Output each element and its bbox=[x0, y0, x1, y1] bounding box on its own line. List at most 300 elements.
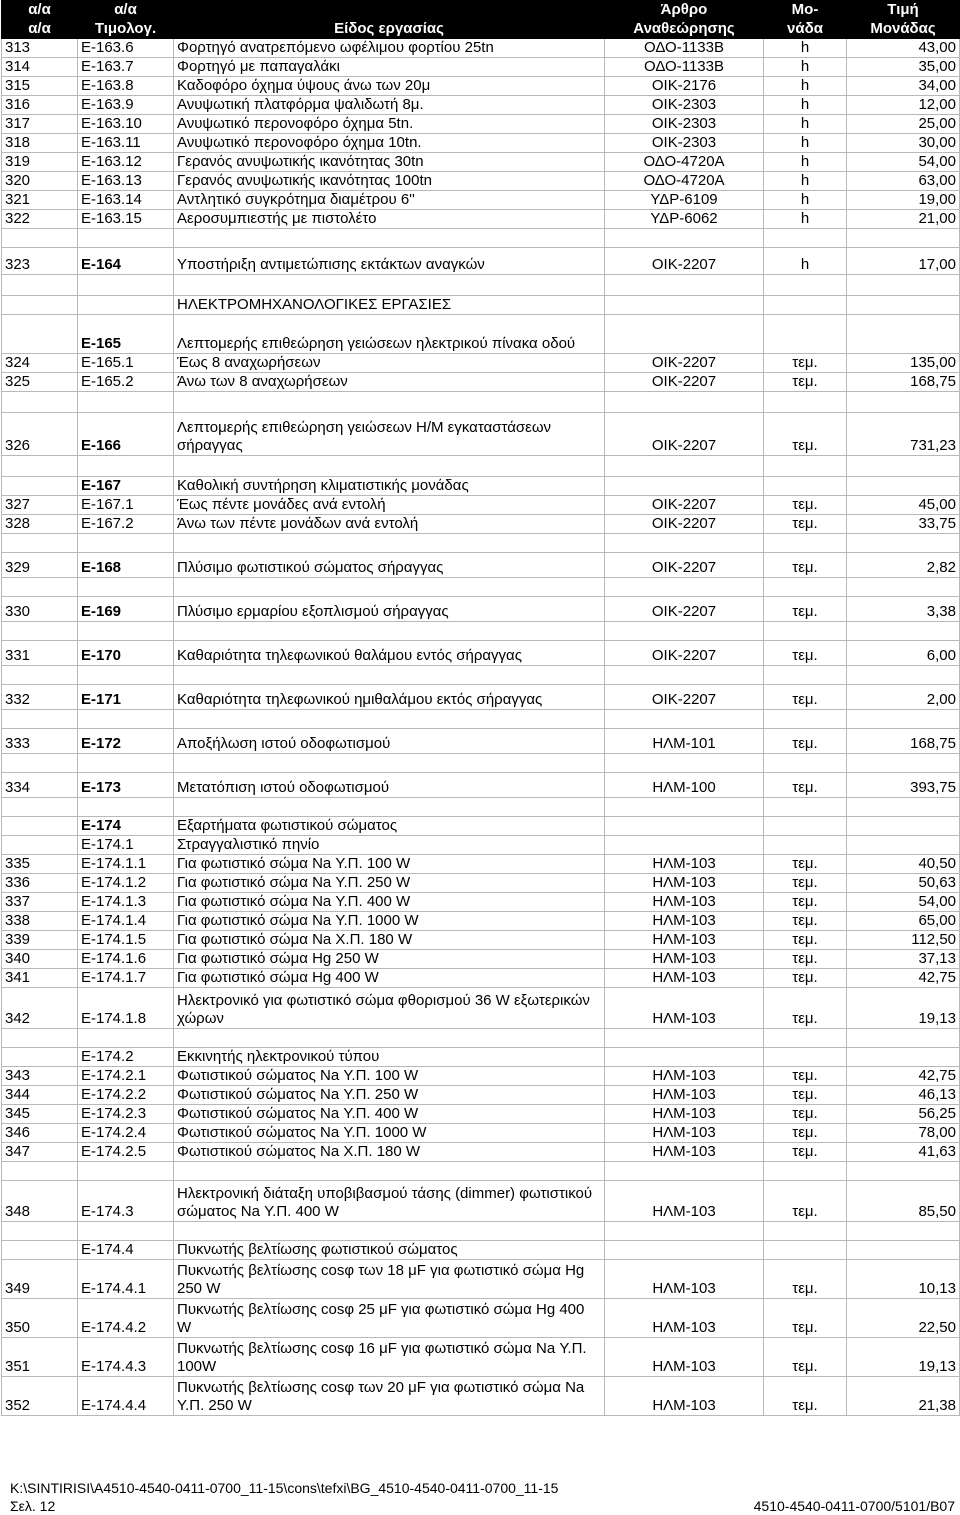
empty-cell bbox=[78, 275, 174, 296]
empty-cell bbox=[605, 578, 764, 597]
empty-cell bbox=[764, 622, 847, 641]
cell-price: 19,00 bbox=[847, 191, 960, 210]
empty-cell bbox=[174, 754, 605, 773]
cell-code: Ε-163.8 bbox=[78, 77, 174, 96]
cell-description: Πυκνωτής βελτίωσης cosφ 16 μF για φωτιστικό σώμα Na Υ.Π. 100W bbox=[174, 1338, 605, 1377]
cell-code: Ε-174.2.3 bbox=[78, 1105, 174, 1124]
cell-article: ΗΛΜ-103 bbox=[605, 1377, 764, 1416]
cell-article bbox=[605, 1048, 764, 1067]
cell-no: 341 bbox=[2, 969, 78, 988]
cell-price: 30,00 bbox=[847, 134, 960, 153]
cell-price: 731,23 bbox=[847, 413, 960, 456]
empty-cell bbox=[764, 754, 847, 773]
table-body bbox=[2, 39, 960, 1416]
cell-description: Ηλεκτρονικό για φωτιστικό σώμα φθορισμού 36 W εξωτερικών χώρων bbox=[174, 988, 605, 1029]
cell-price bbox=[847, 477, 960, 496]
spacer-row bbox=[2, 666, 960, 685]
empty-cell bbox=[847, 392, 960, 413]
cell-description: Καδοφόρο όχημα ύψους άνω των 20μ bbox=[174, 77, 605, 96]
cell-unit: τεμ. bbox=[764, 373, 847, 392]
empty-cell bbox=[78, 1222, 174, 1241]
cell-code: Ε-167.1 bbox=[78, 496, 174, 515]
cell-no: 333 bbox=[2, 729, 78, 754]
cell-article: ΗΛΜ-103 bbox=[605, 1067, 764, 1086]
cell-no bbox=[2, 817, 78, 836]
cell-unit: h bbox=[764, 39, 847, 58]
empty-cell bbox=[2, 229, 78, 248]
cell-price: 2,00 bbox=[847, 685, 960, 710]
table-row bbox=[2, 315, 960, 354]
cell-no: 348 bbox=[2, 1181, 78, 1222]
cell-no: 330 bbox=[2, 597, 78, 622]
cell-no: 345 bbox=[2, 1105, 78, 1124]
cell-description: Έως πέντε μονάδες ανά εντολή bbox=[174, 496, 605, 515]
empty-cell bbox=[78, 798, 174, 817]
table-row bbox=[2, 912, 960, 931]
table-row bbox=[2, 39, 960, 58]
empty-cell bbox=[78, 229, 174, 248]
cell-description: Για φωτιστικό σώμα Na Υ.Π. 100 W bbox=[174, 855, 605, 874]
cell-unit: τεμ. bbox=[764, 641, 847, 666]
cell-unit: τεμ. bbox=[764, 931, 847, 950]
table-row bbox=[2, 553, 960, 578]
table-row bbox=[2, 836, 960, 855]
header-article: Αναθεώρησης bbox=[605, 20, 764, 39]
empty-cell bbox=[2, 392, 78, 413]
cell-description: Γερανός ανυψωτικής ικανότητας 30tn bbox=[174, 153, 605, 172]
cell-description: Λεπτομερής επιθεώρηση γειώσεων Η/Μ εγκαταστάσεων σήραγγας bbox=[174, 413, 605, 456]
table-row bbox=[2, 134, 960, 153]
cell-unit: h bbox=[764, 248, 847, 275]
cell-no: 338 bbox=[2, 912, 78, 931]
empty-cell bbox=[605, 534, 764, 553]
empty-cell bbox=[764, 392, 847, 413]
cell-article: ΗΛΜ-103 bbox=[605, 855, 764, 874]
cell-code: Ε-174.2.5 bbox=[78, 1143, 174, 1162]
cell-article: ΟΙΚ-2207 bbox=[605, 685, 764, 710]
cell-no: 339 bbox=[2, 931, 78, 950]
cell-code: Ε-174.2.1 bbox=[78, 1067, 174, 1086]
cell-unit: τεμ. bbox=[764, 1181, 847, 1222]
cell-no: 350 bbox=[2, 1299, 78, 1338]
cell-description: Για φωτιστικό σώμα Na Υ.Π. 1000 W bbox=[174, 912, 605, 931]
empty-cell bbox=[174, 1162, 605, 1181]
cell-description: Μετατόπιση ιστού οδοφωτισμού bbox=[174, 773, 605, 798]
cell-no: 351 bbox=[2, 1338, 78, 1377]
cell-unit: h bbox=[764, 96, 847, 115]
empty-cell bbox=[78, 666, 174, 685]
cell-price: 78,00 bbox=[847, 1124, 960, 1143]
cell-article: ΟΙΚ-2207 bbox=[605, 413, 764, 456]
cell-no: 332 bbox=[2, 685, 78, 710]
cell-unit: h bbox=[764, 58, 847, 77]
cell-description: Για φωτιστικό σώμα Na Υ.Π. 400 W bbox=[174, 893, 605, 912]
cell-code: Ε-174.4.3 bbox=[78, 1338, 174, 1377]
cell-unit bbox=[764, 315, 847, 354]
cell-unit: τεμ. bbox=[764, 553, 847, 578]
empty-cell bbox=[605, 275, 764, 296]
header-no: α/α bbox=[2, 20, 78, 39]
cell-no bbox=[2, 836, 78, 855]
empty-cell bbox=[764, 798, 847, 817]
cell-unit: h bbox=[764, 191, 847, 210]
table-row bbox=[2, 58, 960, 77]
cell-unit: τεμ. bbox=[764, 912, 847, 931]
table-row bbox=[2, 477, 960, 496]
cell-code: Ε-174.4.1 bbox=[78, 1260, 174, 1299]
empty-cell bbox=[2, 456, 78, 477]
cell-price: 63,00 bbox=[847, 172, 960, 191]
header-desc-top bbox=[174, 1, 605, 20]
cell-code: Ε-167.2 bbox=[78, 515, 174, 534]
empty-cell bbox=[78, 710, 174, 729]
table-row bbox=[2, 685, 960, 710]
page-number: Σελ. 12 bbox=[10, 1498, 56, 1514]
cell-code: Ε-174.1.5 bbox=[78, 931, 174, 950]
empty-cell bbox=[847, 666, 960, 685]
cell-description: Άνω των 8 αναχωρήσεων bbox=[174, 373, 605, 392]
cell-price bbox=[847, 1048, 960, 1067]
cell-code: Ε-174.3 bbox=[78, 1181, 174, 1222]
cell-description: Για φωτιστικό σώμα Hg 250 W bbox=[174, 950, 605, 969]
table-row bbox=[2, 1338, 960, 1377]
table-row bbox=[2, 172, 960, 191]
header-desc: Είδος εργασίας bbox=[174, 20, 605, 39]
empty-cell bbox=[847, 1222, 960, 1241]
cell-article: ΥΔΡ-6109 bbox=[605, 191, 764, 210]
empty-cell bbox=[847, 798, 960, 817]
cell-no: 323 bbox=[2, 248, 78, 275]
cell-unit bbox=[764, 1241, 847, 1260]
cell-no bbox=[2, 296, 78, 315]
cell-article: ΗΛΜ-103 bbox=[605, 912, 764, 931]
cell-no: 313 bbox=[2, 39, 78, 58]
cell-article: ΟΙΚ-2303 bbox=[605, 115, 764, 134]
cell-code: Ε-174.1 bbox=[78, 836, 174, 855]
cell-price: 22,50 bbox=[847, 1299, 960, 1338]
empty-cell bbox=[847, 275, 960, 296]
cell-description: Φωτιστικού σώματος Na Υ.Π. 100 W bbox=[174, 1067, 605, 1086]
cell-code: Ε-174.1.4 bbox=[78, 912, 174, 931]
empty-cell bbox=[174, 622, 605, 641]
cell-unit: τεμ. bbox=[764, 1299, 847, 1338]
cell-price: 21,38 bbox=[847, 1377, 960, 1416]
cell-price: 41,63 bbox=[847, 1143, 960, 1162]
cell-article: ΟΙΚ-2207 bbox=[605, 553, 764, 578]
empty-cell bbox=[78, 456, 174, 477]
cell-no: 334 bbox=[2, 773, 78, 798]
empty-cell bbox=[2, 754, 78, 773]
empty-cell bbox=[78, 1162, 174, 1181]
table-row bbox=[2, 1241, 960, 1260]
cell-price bbox=[847, 1241, 960, 1260]
empty-cell bbox=[2, 534, 78, 553]
cell-unit: τεμ. bbox=[764, 1086, 847, 1105]
cell-article: ΟΙΚ-2303 bbox=[605, 96, 764, 115]
empty-cell bbox=[78, 578, 174, 597]
file-path: K:\SINTIRISI\A4510-4540-0411-0700_11-15\cons\tefxi\BG_4510-4540-0411-0700_11-15 bbox=[10, 1480, 559, 1496]
table-row bbox=[2, 96, 960, 115]
cell-unit: τεμ. bbox=[764, 1143, 847, 1162]
empty-cell bbox=[2, 578, 78, 597]
cell-article: ΗΛΜ-103 bbox=[605, 988, 764, 1029]
cell-no: 325 bbox=[2, 373, 78, 392]
cell-article bbox=[605, 296, 764, 315]
cell-code: Ε-174.1.8 bbox=[78, 988, 174, 1029]
cell-article bbox=[605, 836, 764, 855]
cell-code: Ε-167 bbox=[78, 477, 174, 496]
cell-code: Ε-163.15 bbox=[78, 210, 174, 229]
cell-unit: τεμ. bbox=[764, 988, 847, 1029]
table-row bbox=[2, 77, 960, 96]
cell-unit: τεμ. bbox=[764, 773, 847, 798]
cell-price: 65,00 bbox=[847, 912, 960, 931]
spacer-row bbox=[2, 275, 960, 296]
cell-article: ΗΛΜ-103 bbox=[605, 1260, 764, 1299]
table-row bbox=[2, 191, 960, 210]
cell-price: 10,13 bbox=[847, 1260, 960, 1299]
empty-cell bbox=[174, 534, 605, 553]
cell-code: Ε-174.1.1 bbox=[78, 855, 174, 874]
cell-article: ΟΔΟ-1133Β bbox=[605, 39, 764, 58]
cell-price: 35,00 bbox=[847, 58, 960, 77]
cell-price: 6,00 bbox=[847, 641, 960, 666]
table-row bbox=[2, 1105, 960, 1124]
cell-code: Ε-166 bbox=[78, 413, 174, 456]
cell-no: 318 bbox=[2, 134, 78, 153]
header-code-top: α/α bbox=[78, 1, 174, 20]
cell-no: 342 bbox=[2, 988, 78, 1029]
spacer-row bbox=[2, 456, 960, 477]
cell-price: 168,75 bbox=[847, 729, 960, 754]
cell-description: Αεροσυμπιεστής με πιστολέτο bbox=[174, 210, 605, 229]
empty-cell bbox=[2, 622, 78, 641]
cell-unit: h bbox=[764, 210, 847, 229]
empty-cell bbox=[847, 578, 960, 597]
empty-cell bbox=[2, 710, 78, 729]
table-row bbox=[2, 248, 960, 275]
document-code: 4510-4540-0411-0700/5101/B07 bbox=[753, 1498, 955, 1514]
cell-description: ΗΛΕΚΤΡΟΜΗΧΑΝΟΛΟΓΙΚΕΣ ΕΡΓΑΣΙΕΣ bbox=[174, 296, 605, 315]
cell-price: 54,00 bbox=[847, 153, 960, 172]
cell-price: 2,82 bbox=[847, 553, 960, 578]
table-row bbox=[2, 641, 960, 666]
empty-cell bbox=[2, 1029, 78, 1048]
cell-price: 37,13 bbox=[847, 950, 960, 969]
table-row bbox=[2, 893, 960, 912]
empty-cell bbox=[174, 1029, 605, 1048]
cell-price: 45,00 bbox=[847, 496, 960, 515]
cell-price: 3,38 bbox=[847, 597, 960, 622]
empty-cell bbox=[764, 578, 847, 597]
empty-cell bbox=[605, 798, 764, 817]
cell-article: ΟΙΚ-2303 bbox=[605, 134, 764, 153]
cell-description: Για φωτιστικό σώμα Na Υ.Π. 250 W bbox=[174, 874, 605, 893]
empty-cell bbox=[174, 456, 605, 477]
empty-cell bbox=[174, 666, 605, 685]
header-code: Τιμολογ. bbox=[78, 20, 174, 39]
empty-cell bbox=[174, 710, 605, 729]
cell-code: Ε-174.1.3 bbox=[78, 893, 174, 912]
cell-no: 320 bbox=[2, 172, 78, 191]
cell-price: 112,50 bbox=[847, 931, 960, 950]
empty-cell bbox=[847, 622, 960, 641]
cell-code: Ε-174.2 bbox=[78, 1048, 174, 1067]
cell-description: Καθαριότητα τηλεφωνικού ημιθαλάμου εκτός σήραγγας bbox=[174, 685, 605, 710]
table-row bbox=[2, 1086, 960, 1105]
empty-cell bbox=[764, 275, 847, 296]
cell-article: ΗΛΜ-103 bbox=[605, 1086, 764, 1105]
cell-article: ΗΛΜ-103 bbox=[605, 931, 764, 950]
table-row bbox=[2, 729, 960, 754]
empty-cell bbox=[605, 1029, 764, 1048]
cell-description: Για φωτιστικό σώμα Na Χ.Π. 180 W bbox=[174, 931, 605, 950]
cell-description: Πυκνωτής βελτίωσης cosφ 25 μF για φωτιστικό σώμα Hg 400 W bbox=[174, 1299, 605, 1338]
cell-code: Ε-174.1.7 bbox=[78, 969, 174, 988]
spacer-row bbox=[2, 534, 960, 553]
cell-code: Ε-171 bbox=[78, 685, 174, 710]
table-row bbox=[2, 931, 960, 950]
cell-description: Γερανός ανυψωτικής ικανότητας 100tn bbox=[174, 172, 605, 191]
empty-cell bbox=[605, 1162, 764, 1181]
cell-article bbox=[605, 1241, 764, 1260]
cell-code: Ε-174.2.4 bbox=[78, 1124, 174, 1143]
spacer-row bbox=[2, 622, 960, 641]
cell-article: ΗΛΜ-103 bbox=[605, 1143, 764, 1162]
cell-no: 337 bbox=[2, 893, 78, 912]
empty-cell bbox=[847, 456, 960, 477]
cell-unit: τεμ. bbox=[764, 1377, 847, 1416]
empty-cell bbox=[605, 1222, 764, 1241]
table-row bbox=[2, 1181, 960, 1222]
table-row bbox=[2, 1143, 960, 1162]
cell-code: Ε-164 bbox=[78, 248, 174, 275]
cell-code: Ε-174 bbox=[78, 817, 174, 836]
cell-description: Φορτηγό ανατρεπόμενο ωφέλιμου φορτίου 25tn bbox=[174, 39, 605, 58]
empty-cell bbox=[2, 1222, 78, 1241]
cell-article: ΟΙΚ-2207 bbox=[605, 373, 764, 392]
cell-no: 352 bbox=[2, 1377, 78, 1416]
cell-article: ΗΛΜ-103 bbox=[605, 1181, 764, 1222]
cell-unit: τεμ. bbox=[764, 729, 847, 754]
empty-cell bbox=[78, 754, 174, 773]
cell-no: 344 bbox=[2, 1086, 78, 1105]
cell-price: 40,50 bbox=[847, 855, 960, 874]
empty-cell bbox=[605, 229, 764, 248]
spacer-row bbox=[2, 392, 960, 413]
cell-price bbox=[847, 817, 960, 836]
cell-code: Ε-163.11 bbox=[78, 134, 174, 153]
empty-cell bbox=[174, 275, 605, 296]
cell-no: 315 bbox=[2, 77, 78, 96]
cell-unit: τεμ. bbox=[764, 855, 847, 874]
spacer-row bbox=[2, 798, 960, 817]
table-row bbox=[2, 210, 960, 229]
cell-unit: h bbox=[764, 153, 847, 172]
empty-cell bbox=[847, 1162, 960, 1181]
cell-price bbox=[847, 296, 960, 315]
table-row bbox=[2, 296, 960, 315]
cell-price: 21,00 bbox=[847, 210, 960, 229]
cell-article: ΗΛΜ-101 bbox=[605, 729, 764, 754]
cell-unit bbox=[764, 817, 847, 836]
empty-cell bbox=[847, 710, 960, 729]
table-row bbox=[2, 969, 960, 988]
cell-price: 85,50 bbox=[847, 1181, 960, 1222]
empty-cell bbox=[2, 275, 78, 296]
empty-cell bbox=[847, 534, 960, 553]
cell-code: Ε-165.1 bbox=[78, 354, 174, 373]
cell-no: 329 bbox=[2, 553, 78, 578]
cell-price: 393,75 bbox=[847, 773, 960, 798]
empty-cell bbox=[847, 754, 960, 773]
cell-price: 12,00 bbox=[847, 96, 960, 115]
cell-unit: τεμ. bbox=[764, 1067, 847, 1086]
table-row bbox=[2, 1260, 960, 1299]
cell-price: 135,00 bbox=[847, 354, 960, 373]
empty-cell bbox=[764, 229, 847, 248]
table-row bbox=[2, 153, 960, 172]
empty-cell bbox=[847, 1029, 960, 1048]
cell-no: 343 bbox=[2, 1067, 78, 1086]
cell-unit: τεμ. bbox=[764, 597, 847, 622]
cell-no: 347 bbox=[2, 1143, 78, 1162]
cell-code: Ε-170 bbox=[78, 641, 174, 666]
cell-no: 340 bbox=[2, 950, 78, 969]
empty-cell bbox=[2, 666, 78, 685]
cell-description: Αποξήλωση ιστού οδοφωτισμού bbox=[174, 729, 605, 754]
empty-cell bbox=[605, 666, 764, 685]
table-row bbox=[2, 373, 960, 392]
empty-cell bbox=[605, 622, 764, 641]
cell-description: Ηλεκτρονική διάταξη υποβιβασμού τάσης (dimmer) φωτιστικού σώματος Na Υ.Π. 400 W bbox=[174, 1181, 605, 1222]
cell-article: ΗΛΜ-103 bbox=[605, 1124, 764, 1143]
spacer-row bbox=[2, 1162, 960, 1181]
spacer-row bbox=[2, 754, 960, 773]
cell-unit: τεμ. bbox=[764, 413, 847, 456]
cell-unit: τεμ. bbox=[764, 1124, 847, 1143]
cell-description: Άνω των πέντε μονάδων ανά εντολή bbox=[174, 515, 605, 534]
cell-unit: τεμ. bbox=[764, 1260, 847, 1299]
cell-description: Καθαριότητα τηλεφωνικού θαλάμου εντός σήραγγας bbox=[174, 641, 605, 666]
cell-description: Φωτιστικού σώματος Na Υ.Π. 250 W bbox=[174, 1086, 605, 1105]
cell-article: ΟΔΟ-4720Α bbox=[605, 172, 764, 191]
cell-description: Υποστήριξη αντιμετώπισης εκτάκτων αναγκών bbox=[174, 248, 605, 275]
table-row bbox=[2, 988, 960, 1029]
cell-article bbox=[605, 315, 764, 354]
cell-price: 17,00 bbox=[847, 248, 960, 275]
cell-unit: τεμ. bbox=[764, 1105, 847, 1124]
spacer-row bbox=[2, 229, 960, 248]
cell-no bbox=[2, 315, 78, 354]
header-unit-top: Μο- bbox=[764, 1, 847, 20]
cell-code: Ε-174.1.6 bbox=[78, 950, 174, 969]
cell-no: 321 bbox=[2, 191, 78, 210]
cell-description: Ανυψωτική πλατφόρμα ψαλιδωτή 8μ. bbox=[174, 96, 605, 115]
cell-description: Αντλητικό συγκρότημα διαμέτρου 6'' bbox=[174, 191, 605, 210]
cell-no: 319 bbox=[2, 153, 78, 172]
cell-price: 46,13 bbox=[847, 1086, 960, 1105]
table-row bbox=[2, 354, 960, 373]
cell-price: 25,00 bbox=[847, 115, 960, 134]
table-row bbox=[2, 1377, 960, 1416]
cell-unit: τεμ. bbox=[764, 685, 847, 710]
empty-cell bbox=[2, 798, 78, 817]
empty-cell bbox=[764, 534, 847, 553]
cell-code: Ε-163.7 bbox=[78, 58, 174, 77]
table-row bbox=[2, 115, 960, 134]
cell-no: 322 bbox=[2, 210, 78, 229]
